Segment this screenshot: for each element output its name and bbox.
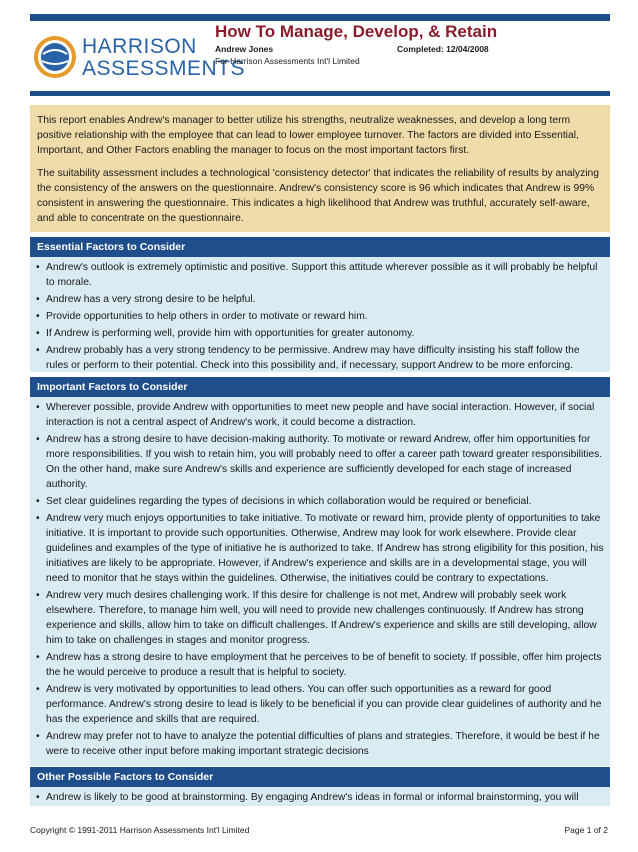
other-factors-heading: Other Possible Factors to Consider — [30, 767, 610, 787]
bullet-icon: • — [36, 731, 40, 742]
essential-factor-item: • Andrew probably has a very strong tendency to be permissive. Andrew may have difficulty insisting his staff follow the rules or perform to their potential. Check into this possibility and, if necessary, support Andrew to be more enforcing. — [36, 345, 580, 371]
other-factors-list — [30, 787, 610, 806]
important-factor-item: • Wherever possible, provide Andrew with opportunities to meet new people and have social interaction. However, if social interaction is not a central aspect of Andrew's work, it could become a distraction. — [36, 402, 595, 428]
bullet-icon: • — [36, 590, 40, 601]
important-factors-list — [30, 397, 610, 766]
footer-page-number: Page 1 of 2 — [564, 825, 608, 835]
intro-paragraph-1: This report enables Andrew's manager to better utilize his strengths, neutralize weaknesses, and develop a long term positive relationship with the employee that can lead to lower employee turnover. The factors are divided into Essential, Important, and Other Factors enabling the manager to focus on the most important factors first. — [37, 115, 579, 156]
organization: For Harrison Assessments Int'l Limited — [215, 56, 360, 66]
bullet-icon: • — [36, 513, 40, 524]
important-factor-item: • Andrew has a strong desire to have decision-making authority. To motivate or reward Andrew, offer him opportunities for more responsibilities. If you wish to retain him, you will probably need to offer a career path toward greater responsibilities. On the other hand, make sure Andrew's skills and experience are sufficiently developed for each stage of increased authority. — [36, 434, 603, 490]
bullet-icon: • — [36, 294, 40, 305]
logo-line-2: ASSESSMENTS — [82, 57, 246, 80]
report-title: How To Manage, Develop, & Retain — [215, 22, 498, 41]
other-factor-item: • Andrew is likely to be good at brainstorming. By engaging Andrew's ideas in formal or informal brainstorming, you will — [36, 792, 579, 803]
important-factor-item: • Andrew is very motivated by opportunities to lead others. You can offer such opportunities as a reward for good performance. Andrew's strong desire to lead is likely to be beneficial if you can provide clear guidelines of authority and he has the experience and skills that are required. — [36, 684, 602, 725]
essential-factors-list — [30, 257, 610, 372]
completed-date: Completed: 12/04/2008 — [397, 44, 489, 54]
essential-factor-item: • Andrew's outlook is extremely optimistic and positive. Support this attitude wherever possible as it will probably be helpful to morale. — [36, 262, 598, 288]
author-name: Andrew Jones — [215, 44, 274, 54]
logo-globe-icon — [32, 34, 78, 80]
bullet-icon: • — [36, 434, 40, 445]
bullet-icon: • — [36, 496, 40, 507]
important-factor-item: • Andrew very much enjoys opportunities to take initiative. To motivate or reward him, provide plenty of opportunities to take initiative. It is important to provide such opportunities. Otherwise, Andrew may look for work elsewhere. Provide clear guidelines and examples of the type of initiative he is authorized to take. If Andrew has strong eligibility for this position, his initiatives are likely to be appropriate. However, if Andrew's experience and skills are in a developmental stage, you will need to monitor that he stays within the guidelines. Otherwise, the initiatives could be contrary to expectations. — [36, 513, 604, 584]
essential-factors-heading: Essential Factors to Consider — [30, 237, 610, 257]
bullet-icon: • — [36, 684, 40, 695]
bullet-icon: • — [36, 311, 40, 322]
footer-copyright: Copyright © 1991-2011 Harrison Assessments Int'l Limited — [30, 825, 250, 835]
essential-factor-item: • If Andrew is performing well, provide him with opportunities for greater autonomy. — [36, 328, 415, 339]
bullet-icon: • — [36, 652, 40, 663]
bullet-icon: • — [36, 262, 40, 273]
important-factor-item: • Andrew very much desires challenging work. If this desire for challenge is not met, Andrew will probably seek work elsewhere. Therefore, to manage him well, you will need to provide new challenges continuously. If Andrew has strong experience and skills, allow him to take on difficult challenges. If Andrew's experience and skills are still developing, allow him to take on challenges in stages and monitor progress. — [36, 590, 597, 646]
header-rule — [30, 91, 610, 96]
important-factor-item: • Andrew may prefer not to have to analyze the potential difficulties of plans and strategies. Therefore, it would be best if he were to receive other input before making important strategic decisions — [36, 731, 600, 757]
bullet-icon: • — [36, 328, 40, 339]
bullet-icon: • — [36, 792, 40, 803]
intro-box — [30, 105, 610, 232]
essential-factor-item: • Provide opportunities to help others in order to motivate or reward him. — [36, 311, 368, 322]
important-factor-item: • Andrew has a strong desire to have employment that he perceives to be of benefit to society. If possible, offer him projects the he would perceive to produce a result that is helpful to society. — [36, 652, 602, 678]
important-factors-heading: Important Factors to Consider — [30, 377, 610, 397]
intro-paragraph-2: The suitability assessment includes a technological 'consistency detector' that indicates the reliability of results by analyzing the consistency of the answers on the questionnaire. Andrew's consistency score is 96 which indicates that Andrew is 99% consistent in answering the questionnaire. This indicates a high likelihood that Andrew was truthful, accurately self-aware, and able to concentrate on the questionnaire. — [37, 168, 599, 224]
bullet-icon: • — [36, 402, 40, 413]
logo-line-1: HARRISON — [82, 35, 197, 58]
important-factor-item: • Set clear guidelines regarding the types of decisions in which collaboration would be required or beneficial. — [36, 496, 532, 507]
top-rule — [30, 14, 610, 21]
essential-factor-item: • Andrew has a very strong desire to be helpful. — [36, 294, 256, 305]
bullet-icon: • — [36, 345, 40, 356]
